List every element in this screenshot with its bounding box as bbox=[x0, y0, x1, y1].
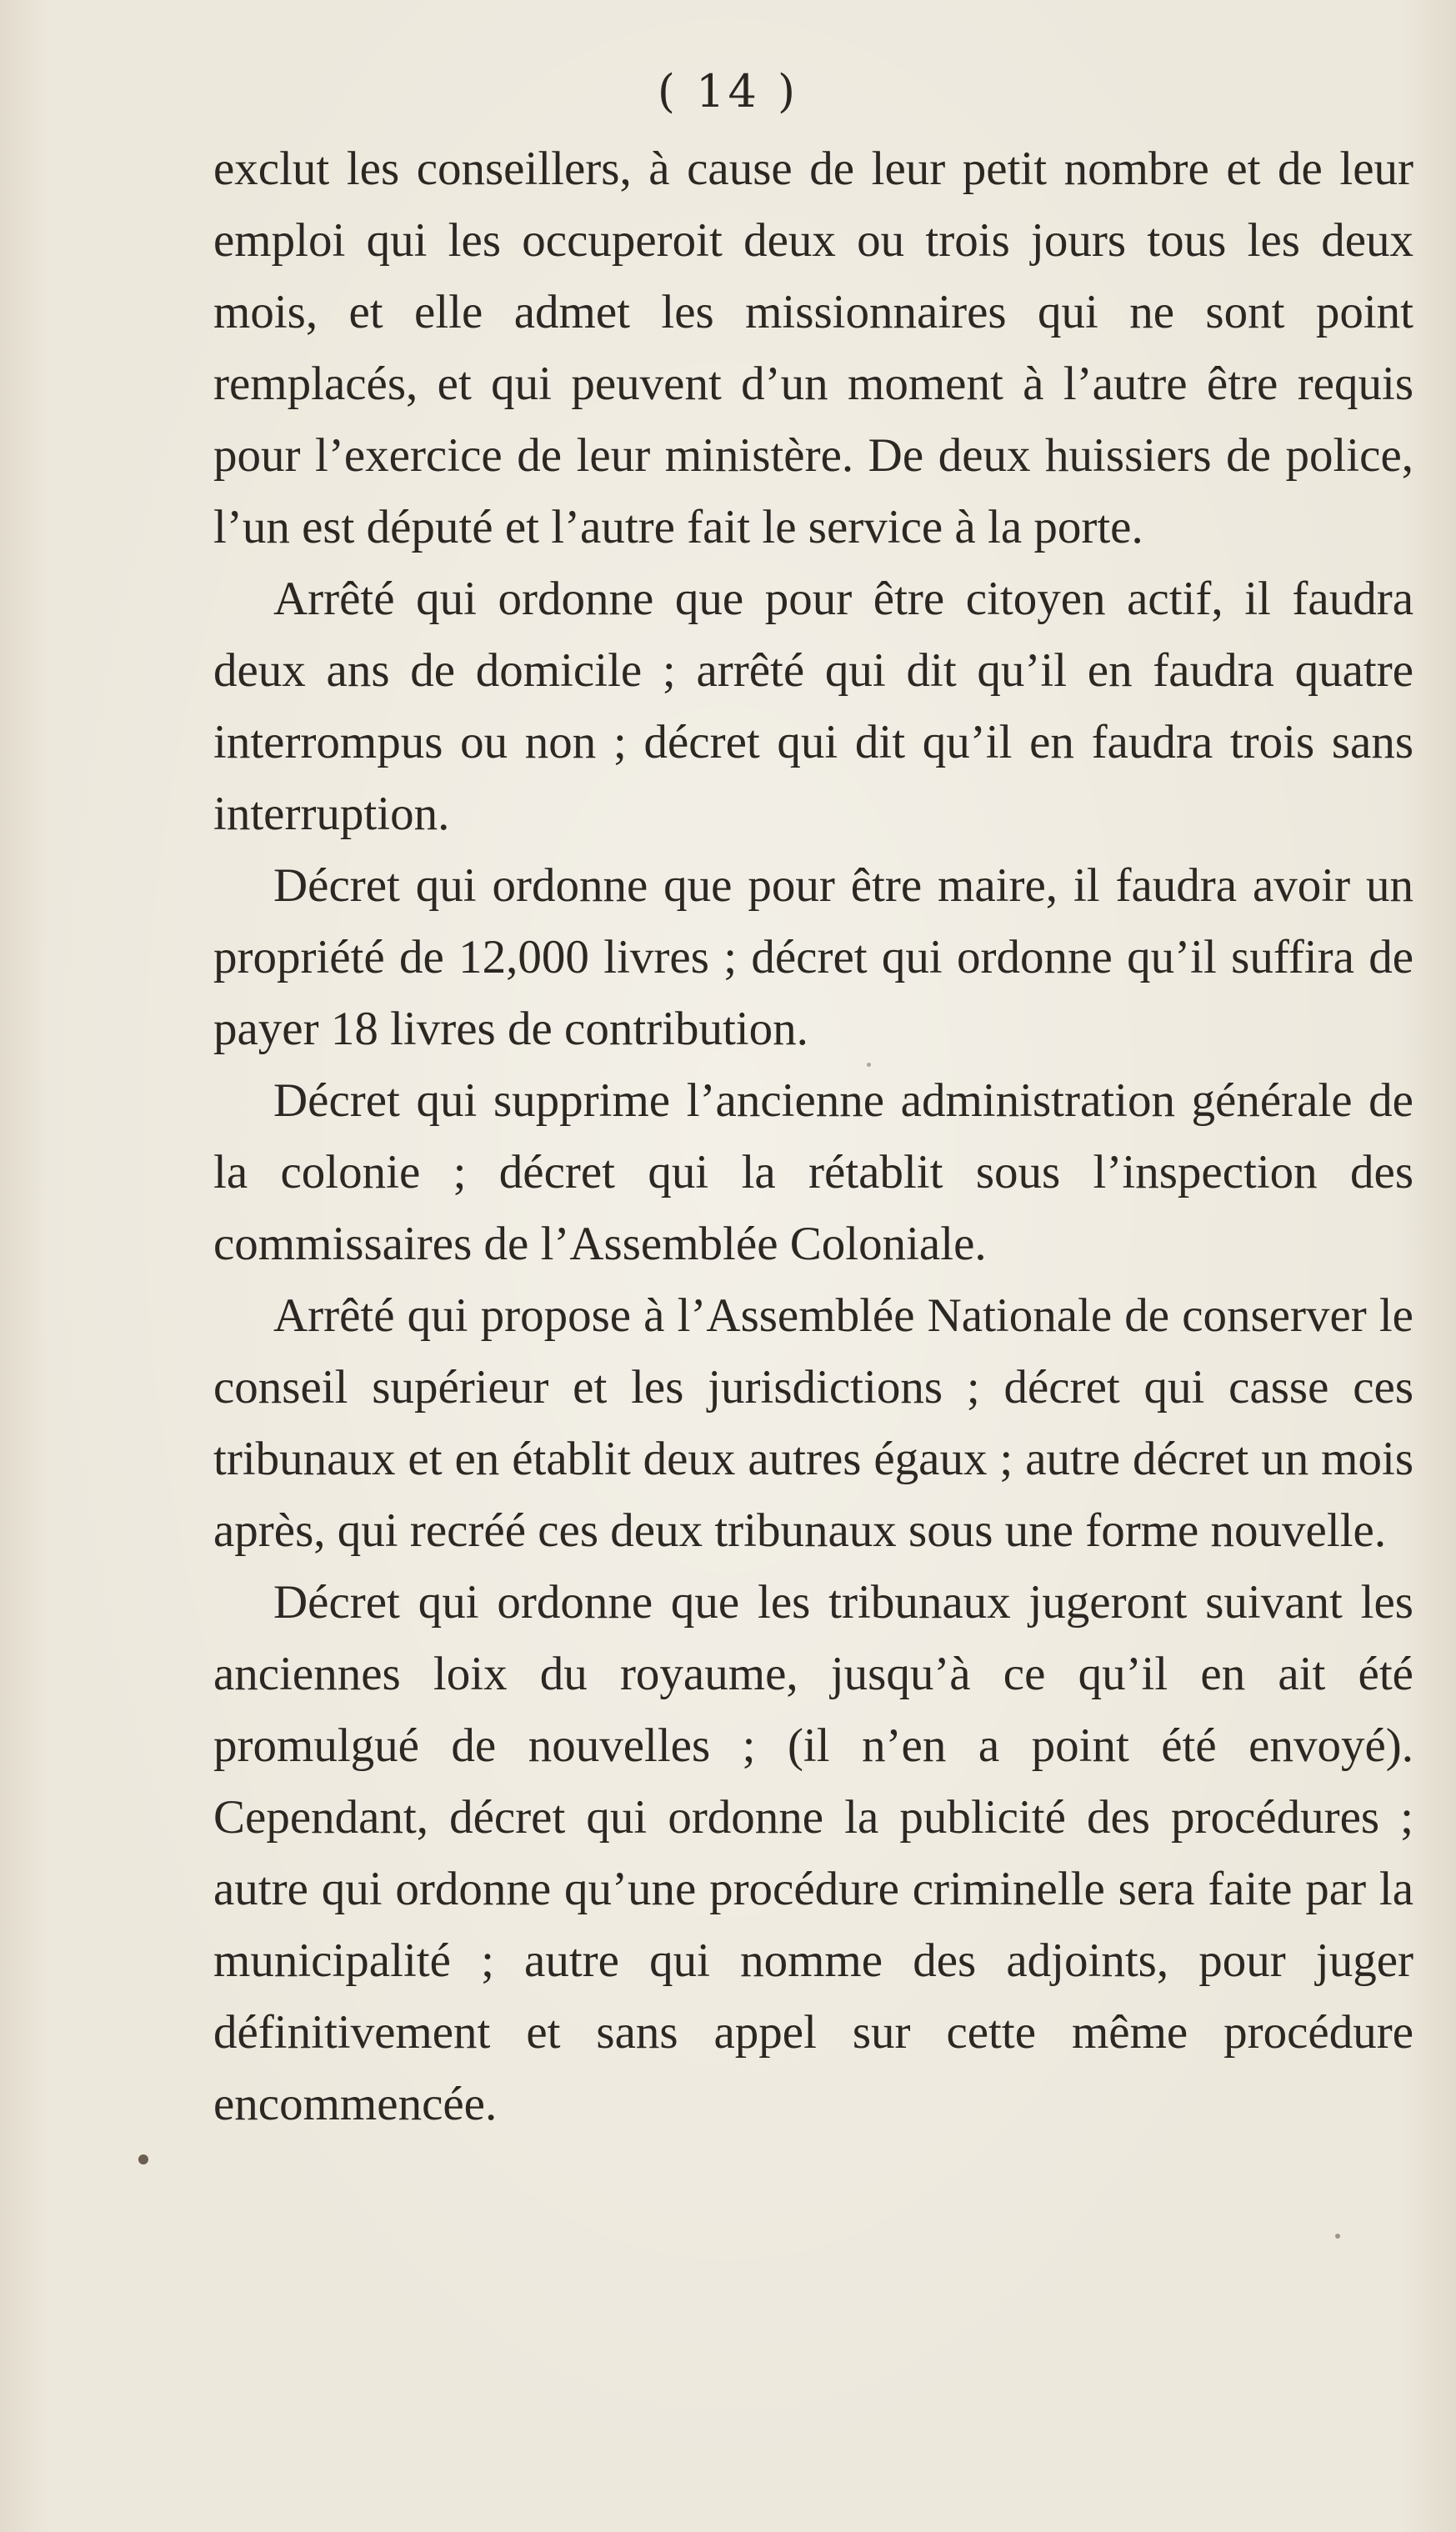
paragraph-maire: Décret qui ordonne que pour être maire, il faudra avoir un propriété de 12,000 livres ; décret qui ordonne qu’il suffira de payer 18 livres de contribution. bbox=[213, 859, 1413, 1055]
ink-speck bbox=[867, 1063, 871, 1067]
paragraph-tribunaux: Arrêté qui propose à l’Assemblée Nationale de conserver le conseil supérieur et les jurisdictions ; décret qui casse ces tribunaux et en établit deux autres égaux ; autre décret un mois après, qui recréé ces deux tribunaux sous une forme nouvelle. bbox=[213, 1289, 1413, 1557]
page-number: ( 14 ) bbox=[657, 65, 799, 118]
page-text bbox=[213, 133, 1413, 2140]
paragraph-continuation: exclut les conseillers, à cause de leur petit nombre et de leur emploi qui les occuperoit deux ou trois jours tous les deux mois, et elle admet les missionnaires qui ne sont point remplacés, et qui peuvent d’un moment à l’autre être requis pour l’exercice de leur ministère. De deux huissiers de police, l’un est député et l’autre fait le service à la porte. bbox=[213, 143, 1413, 553]
paragraph-citoyen-actif: Arrêté qui ordonne que pour être citoyen actif, il faudra deux ans de domicile ; arrêté qui dit qu’il en faudra quatre interrompus ou non ; décret qui dit qu’il en faudra trois sans interruption. bbox=[213, 573, 1413, 840]
paragraph-procedures: Décret qui ordonne que les tribunaux jugeront suivant les anciennes loix du royaume, jusqu’à ce qu’il en ait été promulgué de nouvelles ; (il n’en a point été envoyé). Cependant, décret qui ordonne la publicité des procédures ; autre qui ordonne qu’une procédure criminelle sera faite par la municipalité ; autre qui nomme des adjoints, pour juger définitivement et sans appel sur cette même procédure encommencée. bbox=[213, 1576, 1413, 2130]
ink-speck bbox=[1335, 2234, 1340, 2239]
paragraph-administration: Décret qui supprime l’ancienne administration générale de la colonie ; décret qui la rétablit sous l’inspection des commissaires de l’Assemblée Coloniale. bbox=[213, 1074, 1413, 1270]
ink-speck bbox=[138, 2154, 148, 2164]
